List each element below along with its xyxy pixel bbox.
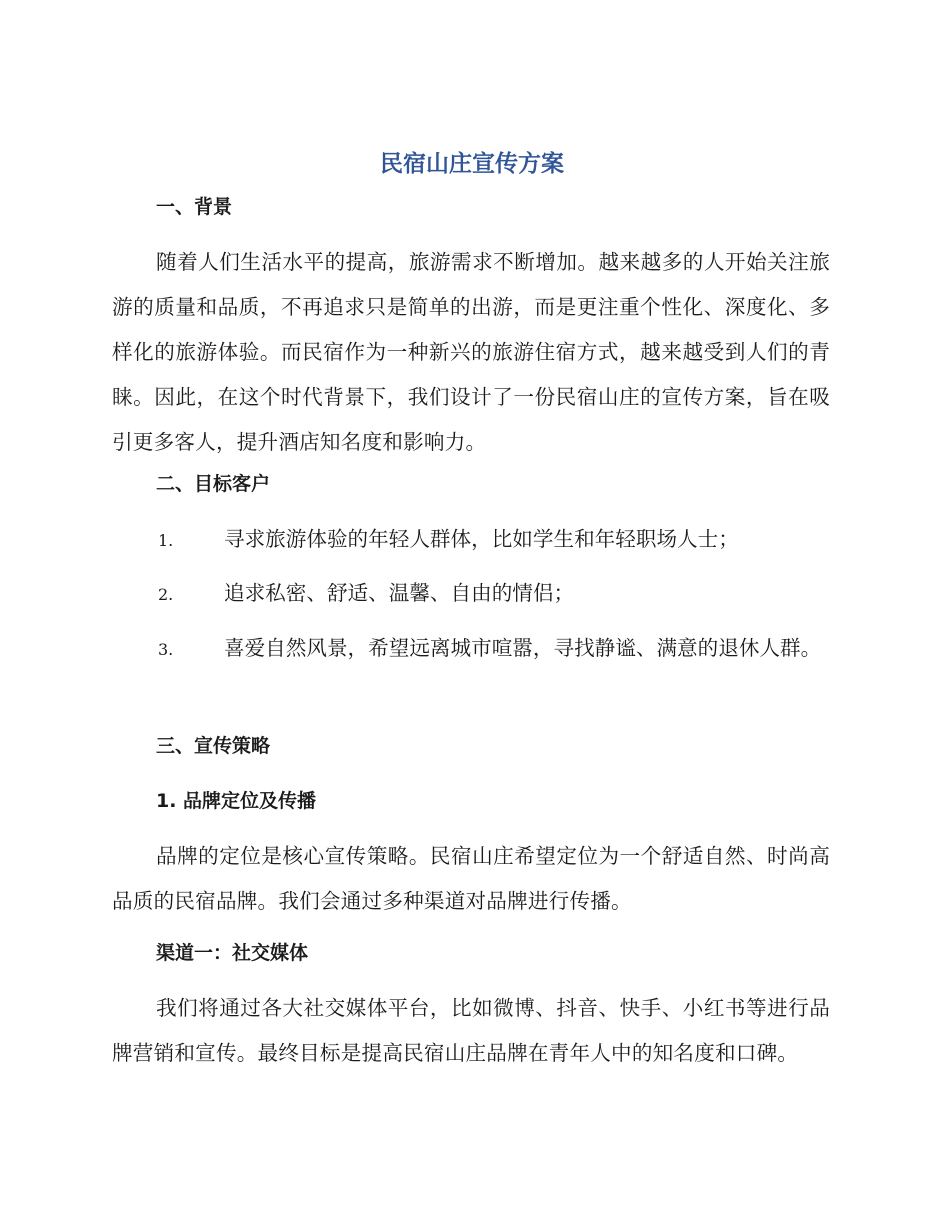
background-paragraph: 随着人们生活水平的提高，旅游需求不断增加。越来越多的人开始关注旅游的质量和品质，不再追求只是简单的出游，而是更注重个性化、深度化、多样化的旅游体验。而民宿作为一种新兴的旅游住宿方式，越来越受到人们的青睐。因此，在这个时代背景下，我们设计了一份民宿山庄的宣传方案，旨在吸引更多客人，提升酒店知名度和影响力。 [112, 250, 830, 454]
section-heading-background: 一、背景 [156, 196, 233, 218]
list-item-text: 喜爱自然风景，希望远离城市喧嚣，寻找静谧、满意的退休人群。 [224, 636, 822, 660]
list-item [112, 626, 830, 672]
list-item-text: 追求私密、舒适、温馨、自由的情侣； [224, 581, 575, 605]
section-heading-strategy: 三、宣传策略 [156, 735, 271, 757]
section-heading-target-customers: 二、目标客户 [156, 473, 271, 495]
document-title: 民宿山庄宣传方案 [380, 151, 564, 177]
brand-positioning-paragraph: 品牌的定位是核心宣传策略。民宿山庄希望定位为一个舒适自然、时尚高品质的民宿品牌。我们会通过多种渠道对品牌进行传播。 [112, 844, 830, 913]
list-item [112, 571, 830, 617]
social-media-paragraph: 我们将通过各大社交媒体平台，比如微博、抖音、快手、小红书等进行品牌营销和宣传。最终目标是提高民宿山庄品牌在青年人中的知名度和口碑。 [112, 996, 830, 1065]
list-number: 2. [158, 585, 174, 604]
list-number: 1. [158, 531, 174, 550]
list-item-text: 寻求旅游体验的年轻人群体，比如学生和年轻职场人士； [224, 527, 739, 551]
list-number: 3. [158, 640, 174, 659]
list-item [112, 517, 830, 563]
subheading-social-media: 渠道一：社交媒体 [156, 942, 309, 964]
subheading-brand-positioning: 1. 品牌定位及传播 [156, 790, 317, 812]
